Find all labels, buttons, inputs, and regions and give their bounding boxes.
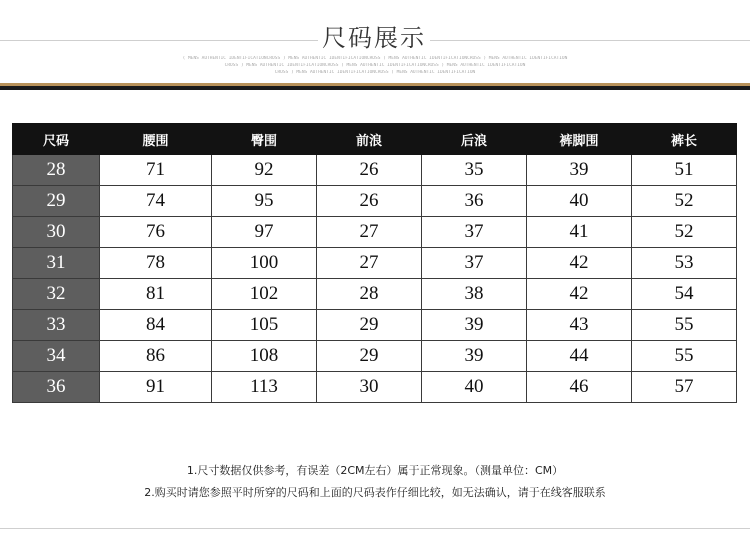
table-row	[13, 155, 737, 186]
back-rise-cell: 39	[422, 341, 527, 372]
leg-opening-cell: 42	[527, 279, 632, 310]
waist-cell: 71	[100, 155, 212, 186]
size-cell: 31	[13, 248, 100, 279]
length-cell: 52	[632, 186, 737, 217]
waist-cell: 91	[100, 372, 212, 403]
front-rise-cell: 28	[317, 279, 422, 310]
header-back-rise: 后浪	[422, 124, 527, 155]
back-rise-cell: 40	[422, 372, 527, 403]
title-rule-right	[430, 40, 750, 41]
back-rise-cell: 37	[422, 248, 527, 279]
size-cell: 29	[13, 186, 100, 217]
waist-cell: 78	[100, 248, 212, 279]
table-row	[13, 217, 737, 248]
hip-cell: 92	[212, 155, 317, 186]
size-cell: 36	[13, 372, 100, 403]
page-header	[0, 0, 750, 88]
waist-cell: 81	[100, 279, 212, 310]
waist-cell: 76	[100, 217, 212, 248]
front-rise-cell: 30	[317, 372, 422, 403]
front-rise-cell: 29	[317, 310, 422, 341]
black-divider	[0, 86, 750, 90]
table-header-row	[13, 124, 737, 155]
size-cell: 28	[13, 155, 100, 186]
hip-cell: 113	[212, 372, 317, 403]
leg-opening-cell: 43	[527, 310, 632, 341]
table-row	[13, 279, 737, 310]
subtitle-line-2: CROSS ) MENS AUTHENTIC IDENTIFICATIONCROSS ) MENS AUTHENTIC IDENTIFICATIONCROSS ) MENS AUTHENTIC IDENTIFICATION	[224, 63, 526, 68]
front-rise-cell: 27	[317, 217, 422, 248]
leg-opening-cell: 40	[527, 186, 632, 217]
length-cell: 54	[632, 279, 737, 310]
table-row	[13, 310, 737, 341]
table-row	[13, 248, 737, 279]
table-row	[13, 341, 737, 372]
table-row	[13, 372, 737, 403]
subtitle-line-3: CROSS ) MENS AUTHENTIC IDENTIFICATIONCROSS ) MENS AUTHENTIC IDENTIFICATION	[274, 70, 476, 75]
hip-cell: 95	[212, 186, 317, 217]
length-cell: 55	[632, 341, 737, 372]
note-size-advice: 2.购买时请您参照平时所穿的尺码和上面的尺码表作仔细比较，如无法确认，请于在线客服联系	[144, 486, 606, 499]
length-cell: 51	[632, 155, 737, 186]
length-cell: 55	[632, 310, 737, 341]
leg-opening-cell: 44	[527, 341, 632, 372]
size-cell: 32	[13, 279, 100, 310]
back-rise-cell: 36	[422, 186, 527, 217]
leg-opening-cell: 41	[527, 217, 632, 248]
back-rise-cell: 35	[422, 155, 527, 186]
page-title: 尺码展示	[322, 24, 426, 52]
size-cell: 33	[13, 310, 100, 341]
front-rise-cell: 27	[317, 248, 422, 279]
header-hip: 臀围	[212, 124, 317, 155]
size-cell: 30	[13, 217, 100, 248]
back-rise-cell: 37	[422, 217, 527, 248]
leg-opening-cell: 39	[527, 155, 632, 186]
waist-cell: 74	[100, 186, 212, 217]
front-rise-cell: 26	[317, 186, 422, 217]
subtitle-line-1: ( MENS AUTHENTIC IDENTIFICATIONCROSS ) MENS AUTHENTIC IDENTIFICATIONCROSS ) MENS AUTHENTIC IDENTIFICATIONCROSS ) MENS AUTHENTIC IDENTIFICATION	[182, 56, 568, 61]
header-size: 尺码	[13, 124, 100, 155]
hip-cell: 105	[212, 310, 317, 341]
front-rise-cell: 26	[317, 155, 422, 186]
header-waist: 腰围	[100, 124, 212, 155]
hip-cell: 102	[212, 279, 317, 310]
waist-cell: 86	[100, 341, 212, 372]
hip-cell: 108	[212, 341, 317, 372]
title-rule-left	[0, 40, 318, 41]
header-leg-opening: 裤脚围	[527, 124, 632, 155]
table-row	[13, 186, 737, 217]
hip-cell: 100	[212, 248, 317, 279]
header-front-rise: 前浪	[317, 124, 422, 155]
length-cell: 57	[632, 372, 737, 403]
length-cell: 53	[632, 248, 737, 279]
front-rise-cell: 29	[317, 341, 422, 372]
waist-cell: 84	[100, 310, 212, 341]
hip-cell: 97	[212, 217, 317, 248]
leg-opening-cell: 42	[527, 248, 632, 279]
note-measurement-tolerance: 1.尺寸数据仅供参考，有误差（2CM左右）属于正常现象。（测量单位：CM）	[186, 464, 564, 477]
size-table	[12, 123, 737, 403]
leg-opening-cell: 46	[527, 372, 632, 403]
bottom-rule	[0, 528, 750, 529]
back-rise-cell: 39	[422, 310, 527, 341]
length-cell: 52	[632, 217, 737, 248]
header-length: 裤长	[632, 124, 737, 155]
back-rise-cell: 38	[422, 279, 527, 310]
size-cell: 34	[13, 341, 100, 372]
